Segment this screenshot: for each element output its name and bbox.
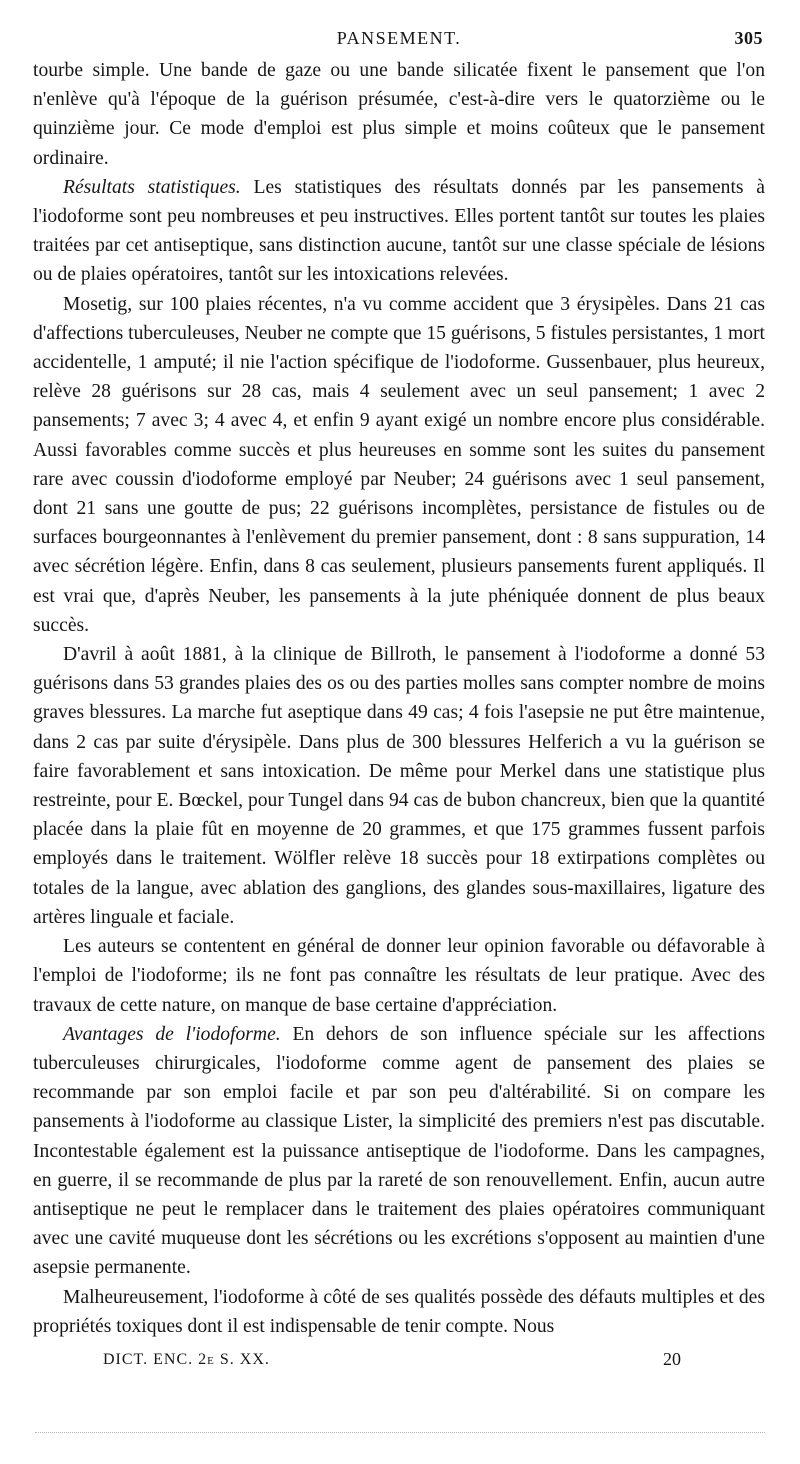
paragraph (33, 640, 765, 932)
paragraph-text: tourbe simple. Une bande de gaze ou une bande silicatée fixent le pansement que l'on n'enlève qu'à l'époque de la guérison présumée, c'est-à-dire vers le quatorzième ou le quinzième jour. Ce mode d'emploi est plus simple et moins coûteux que le pansement ordinaire. (33, 60, 765, 169)
body-text (33, 56, 765, 1341)
signature-line (33, 1349, 765, 1379)
paragraph-text: Malheureusement, l'iodoforme à côté de ses qualités possède des défauts multiples et des propriétés toxiques dont il est indispensable de tenir compte. Nous (33, 1286, 765, 1337)
paragraph-text: Les auteurs se contentent en général de donner leur opinion favorable ou défavorable à l'emploi de l'iodoforme; ils ne font pas connaître les résultats de leur pratique. Avec des travaux de cette nature, on manque de base certaine d'appréciation. (33, 936, 765, 1016)
running-head (33, 26, 765, 56)
signature-number: 20 (663, 1348, 681, 1369)
paragraph (33, 173, 765, 290)
signature-mark: DICT. ENC. 2e S. XX. (103, 1350, 270, 1368)
page-number: 305 (734, 28, 763, 48)
paragraph-lead-heading: Résultats statistiques. (63, 176, 241, 198)
paragraph (33, 1283, 765, 1341)
paragraph-text: Les statistiques des résultats donnés par les pansements à l'iodoforme sont peu nombreuses et peu instructives. Elles portent tantôt sur toutes les plaies traitées par cet antiseptique, sans distinction aucune, tantôt sur une classe spéciale de lésions ou de plaies opératoires, tantôt sur les intoxications relevées. (33, 176, 765, 286)
paragraph-text: Mosetig, sur 100 plaies récentes, n'a vu comme accident que 3 érysipèles. Dans 21 cas d'affections tuberculeuses, Neuber ne compte que 15 guérisons, 5 fistules persistantes, 1 mort accidentelle, 1 amputé; il nie l'action spécifique de l'iodoforme. Gussenbauer, plus heureux, relève 28 guérisons sur 28 cas, mais 4 seulement avec un seul pansement; 1 avec 2 pansements; 7 avec 3; 4 avec 4, et enfin 9 ayant exigé un nombre encore plus considérable. Aussi favorables comme succès et plus heureuses en somme sont les suites du pansement rare avec coussin d'iodoforme employé par Neuber; 24 guérisons avec 1 seul pansement, dont 21 sans une goutte de pus; 22 guérisons incomplètes, persistance de fistules ou de surfaces bourgeonnantes à l'enlèvement du premier pansement, dont : 8 sans suppuration, 14 avec sécrétion légère. Enfin, dans 8 cas seulement, plusieurs pansements furent appliqués. Il est vrai que, d'après Neuber, les pansements à la jute phéniquée donnent de plus beaux succès. (33, 293, 765, 636)
paragraph-text: En dehors de son influence spéciale sur les affections tuberculeuses chirurgicales, l'iodoforme comme agent de pansement des plaies se recommande par son emploi facile et par son peu d'altérabilité. Si on compare les pansements à l'iodoforme au classique Lister, la simplicité des premiers n'est pas discutable. Incontestable également est la puissance antiseptique de l'iodoforme. Dans les campagnes, en guerre, il se recommande de plus par la rareté de son renouvellement. Enfin, aucun autre antiseptique ne peut le remplacer dans le traitement des plaies opératoires communiquant avec une cavité muqueuse dont les sécrétions ou les excrétions s'opposent au maintien d'une asepsie permanente. (33, 1023, 765, 1279)
paragraph (33, 1020, 765, 1283)
paragraph (33, 290, 765, 640)
bottom-dotted-rule (35, 1432, 765, 1433)
book-page (33, 26, 765, 1379)
paragraph (33, 56, 765, 173)
running-head-title: PANSEMENT. (336, 28, 462, 48)
paragraph-lead-heading: Avantages de l'iodoforme. (63, 1023, 281, 1045)
paragraph-text: D'avril à août 1881, à la clinique de Billroth, le pansement à l'iodoforme a donné 53 guérisons dans 53 grandes plaies des os ou des parties molles sans compter nombre de moins graves blessures. La marche fut aseptique dans 49 cas; 4 fois l'asepsie ne put être maintenue, dans 2 cas par suite d'érysipèle. Dans plus de 300 blessures Helferich a vu la guérison se faire favorablement et sans intoxication. De même pour Merkel dans une statistique plus restreinte, pour E. Bœckel, pour Tungel dans 94 cas de bubon chancreux, bien que la quantité placée dans la plaie fût en moyenne de 20 grammes, et que 175 grammes fussent parfois employés dans le traitement. Wölfler relève 18 succès pour 18 extirpations complètes ou totales de la langue, avec ablation des ganglions, des glandes sous-maxillaires, ligature des artères linguale et faciale. (33, 644, 765, 928)
paragraph (33, 932, 765, 1020)
